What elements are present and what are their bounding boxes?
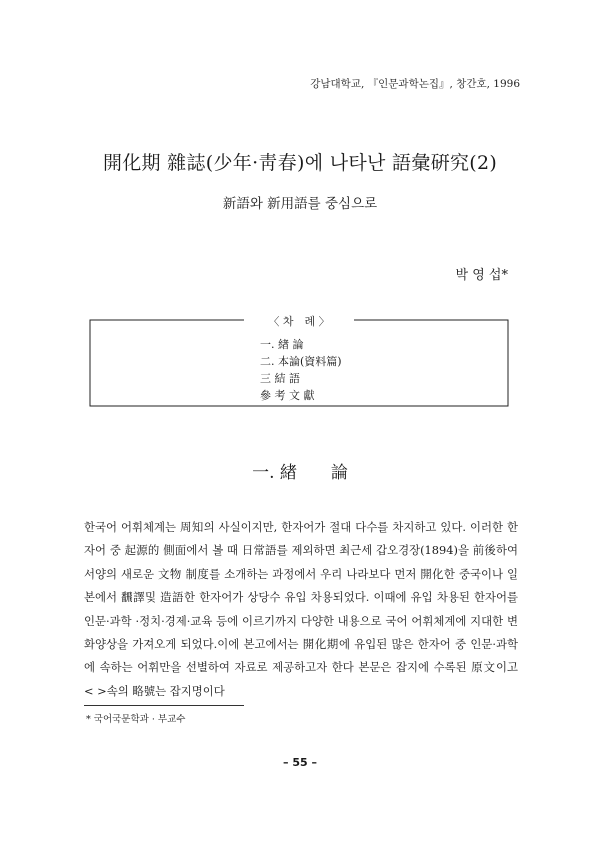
footnote-divider	[84, 705, 244, 706]
toc-list	[260, 336, 342, 404]
section-heading: 一. 緖 論	[252, 463, 348, 483]
journal-citation: 강남대학교, 『인문과학논집』, 창간호, 1996	[310, 78, 520, 90]
paper-subtitle: 新語와 新用語를 중심으로	[222, 196, 378, 212]
toc-item-conclusion: 三 結 語	[260, 372, 300, 385]
author-name: 박 영 섭*	[455, 268, 508, 283]
paper-title: 開化期 雜誌(少年·靑春)에 나타난 語彙硏究(2)	[102, 152, 498, 174]
table-of-contents	[84, 310, 514, 408]
toc-item-main: 二. 本論(資料篇)	[260, 355, 342, 368]
body-paragraph: 한국어 어휘체계는 周知의 사실이지만, 한자어가 절대 다수를 차지하고 있다. 이러한 한자어 중 起源的 側面에서 볼 때 日常語를 제외하면 최근세 갑오경장(1894)을 前後하여 서양의 새로운 文物 制度를 소개하는 과정에서 우리 나라보다 먼저 開化한 중국이나 일본에서 飜譯및 造語한 한자어가 상당수 유입 차용되었다. 이때에 유입 차용된 한자어를 인문·과학 ·정치·경제·교육 등에 이르기까지 다양한 내용으로 국어 어휘체계에 지대한 변화양상을 가져오게 되었다.이에 본고에서는 開化期에 유입된 많은 한자어 중 인문·과학에 속하는 어휘만을 선별하여 자료로 제공하고자 한다 본문은 잡지에 수록된 原文이고 < >속의 略號는 잡지명이다	[84, 520, 518, 698]
page-number: – 55 –	[283, 756, 317, 769]
toc-item-references: 參 考 文 獻	[260, 389, 315, 402]
toc-item-introduction: 一. 緖 論	[260, 338, 304, 351]
toc-heading: 〈 차 례 〉	[268, 315, 330, 328]
footnote: * 국어국문학과 · 부교수	[86, 714, 186, 725]
